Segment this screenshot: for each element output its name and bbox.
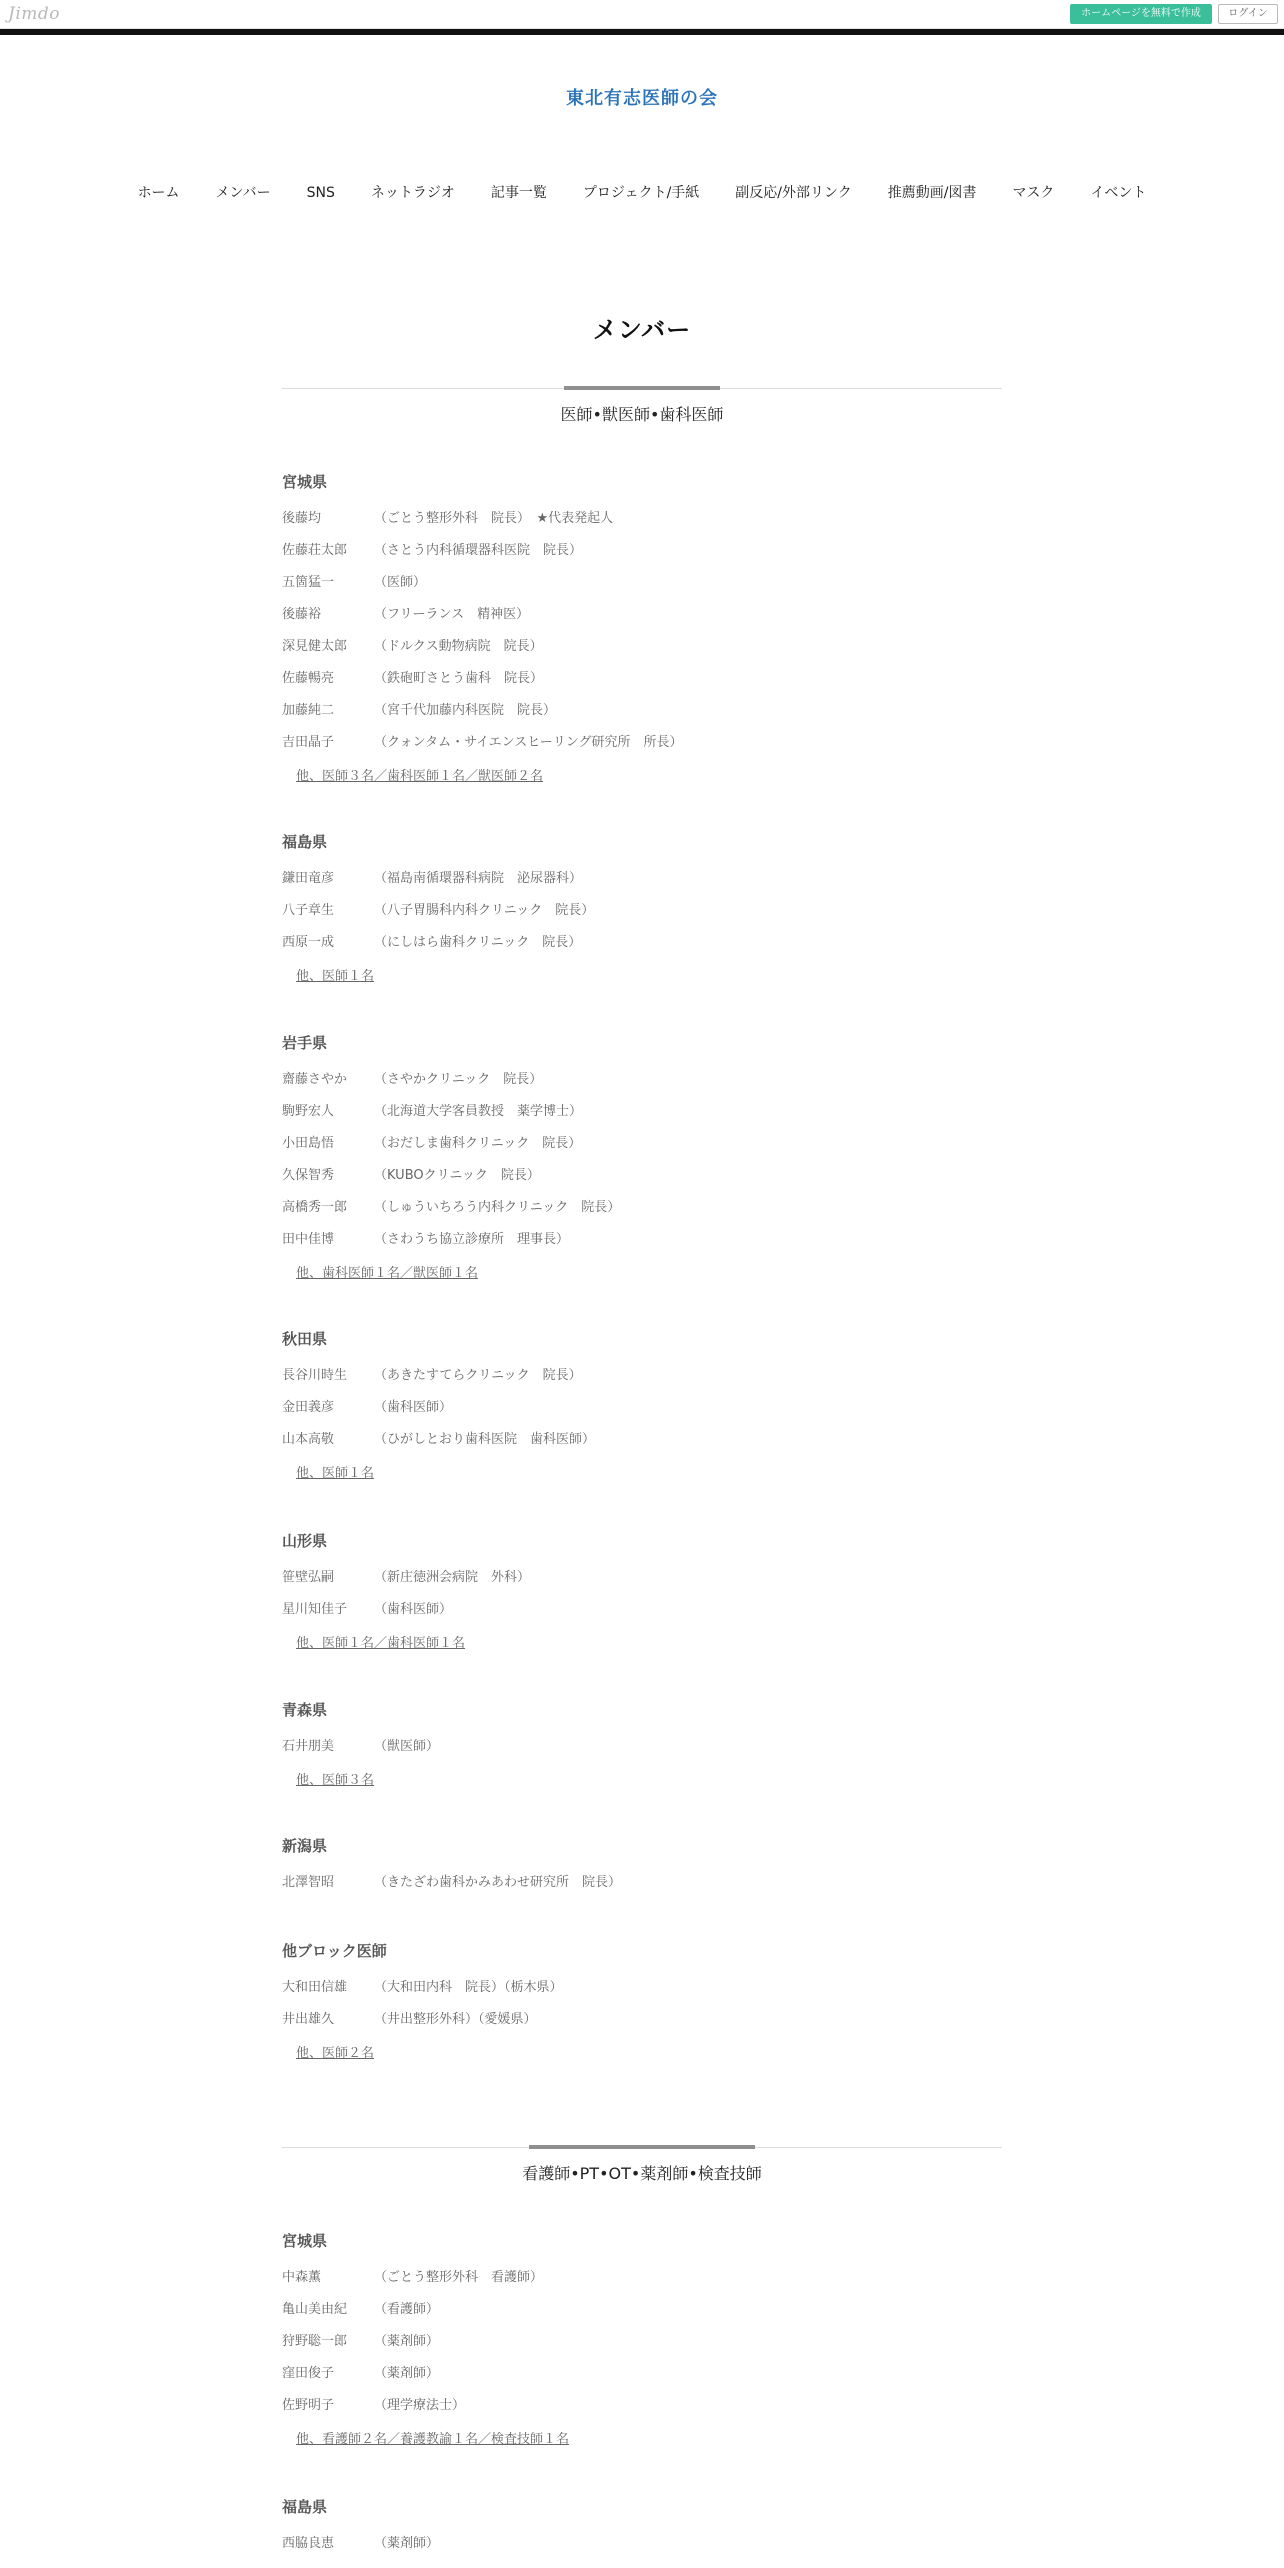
nav-item-events[interactable]: イベント <box>1090 185 1147 201</box>
region-title: 他ブロック医師 <box>282 1942 387 1960</box>
more-members-link[interactable]: 他、医師３名 <box>296 1773 375 1788</box>
member-affiliation: （北海道大学客員教授 薬学博士） <box>374 1104 583 1119</box>
member-affiliation: （薬剤師） <box>374 2334 440 2349</box>
member-name: 西原一成 <box>282 935 335 950</box>
member-affiliation: （フリーランス 精神医） <box>374 607 530 622</box>
jimdo-logo[interactable]: Jimdo <box>8 4 60 24</box>
member-name: 西脇良恵 <box>282 2536 335 2551</box>
member-affiliation: （薬剤師） <box>374 2536 440 2551</box>
region-block <box>282 1328 1002 1484</box>
more-members-link[interactable]: 他、医師２名 <box>296 2046 375 2061</box>
member-affiliation: （八子胃腸科内科クリニック 院長） <box>374 903 595 918</box>
member-row <box>282 901 1002 933</box>
member-row <box>282 933 1002 965</box>
header-divider <box>0 29 1284 35</box>
member-name: 田中佳博 <box>282 1232 335 1247</box>
member-name: 高橋秀一郎 <box>282 1200 348 1215</box>
member-name: 金田義彦 <box>282 1400 335 1415</box>
member-affiliation: （にしはら歯科クリニック 院長） <box>374 935 582 950</box>
member-affiliation: （ごとう整形外科 院長） ★代表発起人 <box>374 511 614 526</box>
more-members-link[interactable]: 他、医師１名 <box>296 1466 375 1481</box>
section-title: 医師•獣医師•歯科医師 <box>560 405 724 424</box>
member-affiliation: （ごとう整形外科 看護師） <box>374 2270 544 2285</box>
more-members-link[interactable]: 他、歯科医師１名／獣医師１名 <box>296 1266 479 1281</box>
member-row <box>282 1070 1002 1102</box>
member-name: 鎌田竜彦 <box>282 871 335 886</box>
member-row <box>282 669 1002 701</box>
region-title: 福島県 <box>282 2498 328 2516</box>
member-name: 八子章生 <box>282 903 335 918</box>
member-name: 吉田晶子 <box>282 735 335 750</box>
member-affiliation: （おだしま歯科クリニック 院長） <box>374 1136 582 1151</box>
member-name: 佐野明子 <box>282 2398 335 2413</box>
member-row <box>282 2010 1002 2042</box>
member-row <box>282 573 1002 605</box>
member-name: 佐藤荘太郎 <box>282 543 348 558</box>
member-name: 後藤均 <box>282 511 322 526</box>
member-row <box>282 509 1002 541</box>
member-affiliation: （医師） <box>374 575 427 590</box>
member-affiliation: （新庄徳洲会病院 外科） <box>374 1570 531 1585</box>
nav-item-mask[interactable]: マスク <box>1012 185 1055 201</box>
member-affiliation: （さとう内科循環器科医院 院長） <box>374 543 583 558</box>
member-row <box>282 2396 1002 2428</box>
member-affiliation: （鉄砲町さとう歯科 院長） <box>374 671 544 686</box>
member-name: 駒野宏人 <box>282 1104 335 1119</box>
top-bar <box>0 0 1284 29</box>
member-name: 五箇猛一 <box>282 575 335 590</box>
member-row <box>282 2534 1002 2566</box>
region-block <box>282 1032 1002 1284</box>
member-row <box>282 2300 1002 2332</box>
member-affiliation: （歯科医師） <box>374 1400 453 1415</box>
member-row <box>282 2332 1002 2364</box>
region-title: 岩手県 <box>282 1034 328 1052</box>
member-row <box>282 1398 1002 1430</box>
region-title: 新潟県 <box>282 1837 328 1855</box>
member-name: 窪田俊子 <box>282 2366 335 2381</box>
member-affiliation: （あきたすてらクリニック 院長） <box>374 1368 582 1383</box>
member-affiliation: （獣医師） <box>374 1739 440 1754</box>
site-title[interactable]: 東北有志医師の会 <box>566 88 718 109</box>
member-row <box>282 1230 1002 1262</box>
nav-item-sns[interactable]: SNS <box>306 185 335 201</box>
member-name: 後藤裕 <box>282 607 322 622</box>
member-row <box>282 1568 1002 1600</box>
region-block <box>282 1699 1002 1791</box>
region-title: 宮城県 <box>282 2232 328 2250</box>
member-row <box>282 1102 1002 1134</box>
main-nav <box>0 183 1284 203</box>
member-affiliation: （クォンタム・サイエンスヒーリング研究所 所長） <box>374 735 683 750</box>
member-affiliation: （福島南循環器科病院 泌尿器科） <box>374 871 583 886</box>
member-name: 齋藤さやか <box>282 1072 348 1087</box>
region-block <box>282 2230 1002 2450</box>
member-affiliation: （薬剤師） <box>374 2366 440 2381</box>
create-homepage-button[interactable]: ホームページを無料で作成 <box>1070 4 1212 24</box>
member-name: 長谷川時生 <box>282 1368 348 1383</box>
member-affiliation: （さやかクリニック 院長） <box>374 1072 543 1087</box>
member-row <box>282 605 1002 637</box>
member-row <box>282 733 1002 765</box>
member-row <box>282 701 1002 733</box>
region-block <box>282 2496 1002 2566</box>
member-name: 加藤純二 <box>282 703 335 718</box>
member-affiliation: （さわうち協立診療所 理事長） <box>374 1232 570 1247</box>
member-row <box>282 869 1002 901</box>
more-members-link[interactable]: 他、医師３名／歯科医師１名／獣医師２名 <box>296 769 544 784</box>
member-row <box>282 1978 1002 2010</box>
section-accent <box>564 386 720 390</box>
region-block <box>282 471 1002 787</box>
member-affiliation: （ドルクス動物病院 院長） <box>374 639 543 654</box>
member-name: 佐藤暢亮 <box>282 671 335 686</box>
nav-item-members[interactable]: メンバー <box>215 185 271 201</box>
member-row <box>282 2268 1002 2300</box>
member-row <box>282 2364 1002 2396</box>
member-affiliation: （看護師） <box>374 2302 440 2317</box>
page-title: メンバー <box>592 316 692 344</box>
member-row <box>282 1737 1002 1769</box>
member-row <box>282 1134 1002 1166</box>
member-row <box>282 1873 1002 1905</box>
member-row <box>282 1166 1002 1198</box>
member-affiliation: （きたざわ歯科かみあわせ研究所 院長） <box>374 1875 622 1890</box>
nav-item-projects[interactable]: プロジェクト/手紙 <box>582 185 700 201</box>
member-affiliation: （大和田内科 院長）（栃木県） <box>374 1980 563 1995</box>
member-row <box>282 1600 1002 1632</box>
region-block <box>282 1835 1002 1905</box>
member-name: 井出雄久 <box>282 2012 335 2027</box>
member-affiliation: （歯科医師） <box>374 1602 453 1617</box>
member-name: 笹壁弘嗣 <box>282 1570 335 1585</box>
region-title: 福島県 <box>282 833 328 851</box>
more-members-link[interactable]: 他、医師１名／歯科医師１名 <box>296 1636 466 1651</box>
member-name: 星川知佳子 <box>282 1602 348 1617</box>
member-name: 亀山美由紀 <box>282 2302 348 2317</box>
region-title: 青森県 <box>282 1701 328 1719</box>
region-title: 宮城県 <box>282 473 328 491</box>
nav-item-home[interactable]: ホーム <box>137 185 180 201</box>
member-row <box>282 637 1002 669</box>
member-affiliation: （井出整形外科）（愛媛県） <box>374 2012 537 2027</box>
region-title: 秋田県 <box>282 1330 328 1348</box>
member-affiliation: （宮千代加藤内科医院 院長） <box>374 703 557 718</box>
member-name: 深見健太郎 <box>282 639 348 654</box>
member-affiliation: （KUBOクリニック 院長） <box>374 1168 540 1183</box>
login-button[interactable]: ログイン <box>1218 4 1278 24</box>
member-name: 石井朋美 <box>282 1739 335 1754</box>
nav-item-net-radio[interactable]: ネットラジオ <box>370 185 455 201</box>
more-members-link[interactable]: 他、医師１名 <box>296 969 375 984</box>
member-affiliation: （理学療法士） <box>374 2398 466 2413</box>
region-block <box>282 1940 1002 2064</box>
region-block <box>282 831 1002 987</box>
section-title: 看護師•PT•OT•薬剤師•検査技師 <box>522 2164 762 2183</box>
region-block <box>282 1530 1002 1654</box>
member-row <box>282 1198 1002 1230</box>
member-name: 小田島悟 <box>282 1136 335 1151</box>
member-affiliation: （ひがしとおり歯科医院 歯科医師） <box>374 1432 596 1447</box>
member-name: 久保智秀 <box>282 1168 335 1183</box>
member-name: 大和田信雄 <box>282 1980 348 1995</box>
nav-item-side-effects[interactable]: 副反応/外部リンク <box>735 185 852 201</box>
nav-item-recommended[interactable]: 推薦動画/図書 <box>887 185 977 201</box>
region-title: 山形県 <box>282 1532 328 1550</box>
section-accent <box>529 2145 755 2149</box>
member-name: 中森薫 <box>282 2270 322 2285</box>
member-name: 北澤智昭 <box>282 1875 335 1890</box>
member-row <box>282 541 1002 573</box>
more-members-link[interactable]: 他、看護師２名／養護教諭１名／検査技師１名 <box>296 2432 570 2447</box>
member-affiliation: （しゅういちろう内科クリニック 院長） <box>374 1200 621 1215</box>
member-name: 山本高敬 <box>282 1432 335 1447</box>
nav-item-articles[interactable]: 記事一覧 <box>490 185 547 201</box>
member-name: 狩野聡一郎 <box>282 2334 348 2349</box>
member-row <box>282 1430 1002 1462</box>
member-row <box>282 1366 1002 1398</box>
